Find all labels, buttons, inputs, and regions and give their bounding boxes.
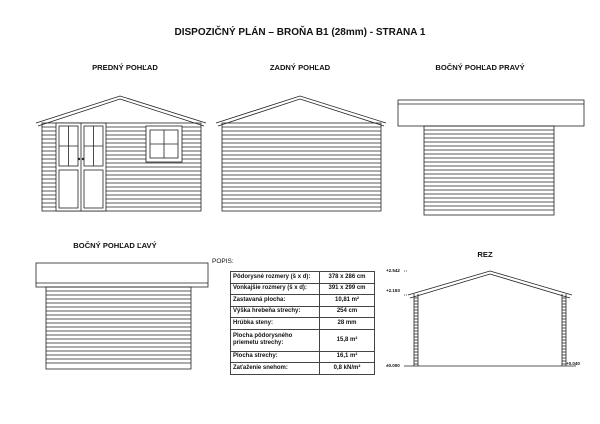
spec-value: 28 mm: [320, 318, 375, 330]
right-view-drawing: [396, 100, 586, 220]
spec-label: Pôdorysné rozmery (š x d):: [231, 272, 320, 284]
spec-value: 15,8 m²: [320, 329, 375, 351]
spec-value: 16,1 m²: [320, 351, 375, 363]
left-view-label: BOČNÝ POHĽAD ĽAVÝ: [73, 241, 157, 250]
front-view-label: PREDNÝ POHĽAD: [92, 63, 158, 72]
spec-value: 10,81 m²: [320, 295, 375, 307]
spec-label: Zastavaná plocha:: [231, 295, 320, 307]
table-row: [231, 306, 375, 318]
elevation-base: ±0.000: [386, 363, 400, 368]
front-view-drawing: [34, 96, 214, 216]
elevation-top: +2.542: [386, 268, 400, 273]
table-row: [231, 272, 375, 284]
table-row: [231, 351, 375, 363]
table-row: [231, 283, 375, 295]
section-drawing: [404, 262, 594, 372]
spec-label: Výška hrebeňa strechy:: [231, 306, 320, 318]
section-view-label: REZ: [477, 250, 493, 259]
elevation-eave: +2.193: [386, 288, 400, 293]
table-row: [231, 363, 375, 375]
spec-value: 0,8 kN/m²: [320, 363, 375, 375]
table-row: [231, 329, 375, 351]
spec-label: Hrúbka steny:: [231, 318, 320, 330]
spec-table: [230, 271, 375, 375]
spec-value: 378 x 286 cm: [320, 272, 375, 284]
right-view-label: BOČNÝ POHĽAD PRAVÝ: [435, 63, 525, 72]
spec-value: 254 cm: [320, 306, 375, 318]
left-view-drawing: [34, 263, 214, 373]
elevation-right: +0.040: [566, 361, 580, 366]
back-view-label: ZADNÝ POHĽAD: [269, 63, 331, 72]
table-row: [231, 318, 375, 330]
back-view-drawing: [214, 96, 394, 216]
spec-label: Zaťaženie snehom:: [231, 363, 320, 375]
description-label: POPIS:: [212, 258, 234, 265]
table-row: [231, 295, 375, 307]
spec-label: Vonkajšie rozmery (š x d):: [231, 283, 320, 295]
spec-value: 391 x 299 cm: [320, 283, 375, 295]
page-title: DISPOZIČNÝ PLÁN – BROŇA B1 (28mm) - STRANA 1: [174, 27, 426, 38]
spec-label: Plocha strechy:: [231, 351, 320, 363]
spec-label: Plocha pôdorysného priemetu strechy:: [231, 329, 320, 351]
